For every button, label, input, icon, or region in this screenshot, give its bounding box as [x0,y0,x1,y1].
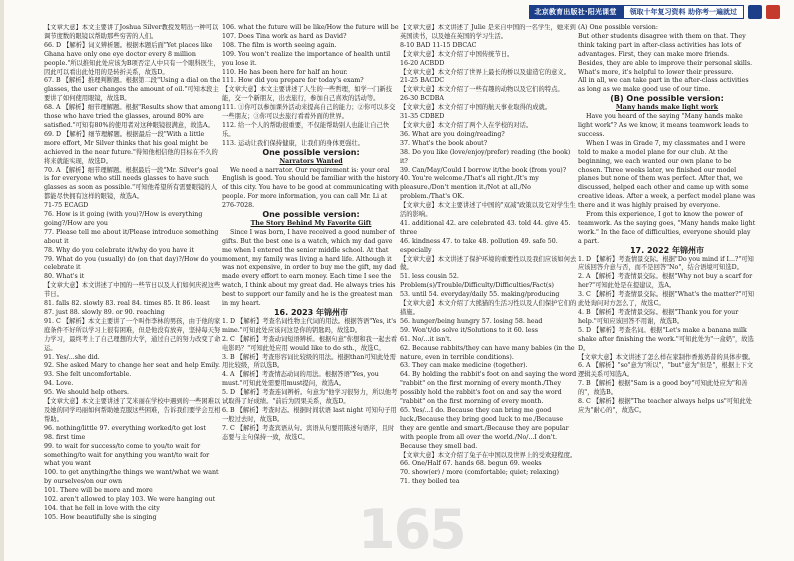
text-line: 8-10 BAD 11-15 DBCAC [400,41,477,49]
text-line: 【文章大意】本文主要讲述了中国的"双减"政策以及它对学生生活的影响。 [400,202,576,219]
text-line: 【文章大意】本文介绍了中国传统节日。 [400,50,514,58]
essay-title: Narrators Wanted [279,157,343,165]
text-line: 2. A 【解析】考查情景交际。根据"Why not buy a scarf for her?"可知此处是在提建议，选A。 [578,273,753,290]
text-line: 51. less cousin 52. Problem(s)/Trouble/Difficulty/Difficulties/Fact(s) [400,273,555,290]
essay-body [222,229,400,309]
text-line: 100. to get anything/the things we want/what we want by ourselves/on our own [44,469,219,486]
text-line: 4. B 【解析】考查情景交际。根据"Thank you for your help."可知应该回答不用谢，故选B。 [578,309,739,325]
section-heading: (B) One possible version: [610,94,724,104]
text-line: 80. What's it [44,273,85,281]
column-3-paragraphs [400,24,578,487]
text-line: 79. What do you (usually) do (on that day)?/How do you celebrate it [44,255,222,272]
text-line: 76. How is it going (with you)?/How is everything going?/How are you [44,211,203,227]
essay-title: The Story Behind My Favorite Gift [250,219,372,227]
text-line: 1. D 【解析】考查情景交际。根据"Do you mind if I...?"可知应该回答介意与否，而不是回答"No"，结合语境可知选D。 [578,255,754,272]
text-line: 16-20 ACBDD [400,59,445,67]
text-line: 111. How did you prepare for today's exam? [222,77,364,85]
text-line: 53. until 54. everyday/daily 55. making/producing [400,291,560,299]
page-edge [0,0,4,561]
answer-list [222,318,400,443]
text-line: 2. C 【解析】考查动词短语辨析。根据句意"你想和我一起去看电影吗？"可知此处应用 would like to do sth.，故选C。 [222,335,398,352]
text-line: 67. B 【解析】推理判断题。根据第二段"Using a dial on the glasses, the user changes the amount of oil."可知本段主要讲了如何使用眼镜，故选B。 [44,77,221,103]
text-line: 【文章大意】本文讲述了怎么样在家制作香蕉奶昔的具体步骤。 [578,353,755,361]
text-line: 98. first time [44,433,86,441]
text-line: 99. to wait for success/to come to you/to wait for something/to wait for anything you want/to wait for what you want [44,442,210,468]
text-line: 81. falls 82. slowly 83. real 84. times 85. It 86. least [44,300,210,308]
text-line: 7. C 【解析】考查宾语从句。宾语从句要用陈述句语序，且时态要与主句保持一致，故选C。 [222,424,395,441]
text-line: 66. D 【解析】词义辨析题。根据本题后面"Yet places like Ghana have only one eye doctor every 8 million people."所以推知此处应该为B项否定人中只有一个眼科医生，因此可以看出此处用的是转折关系，故选D。 [44,41,220,76]
section-heading: One possible version: [262,147,360,157]
text-line: 【文章大意】本文主要讲述了人生的一些哲理，如学一门新技能，交一个新朋友，出去旅行，参加自己喜欢的活动等。 [222,86,393,103]
text-line: 【文章大意】本文主要讲述了艾米丽在学校中遇到的一些困难以及她的同学玛丽如何帮助她克服这些困难，告诉我们要学会互相帮助。 [44,398,221,423]
text-line: 3. B 【解析】考查形容词比较级的用法。根据than可知此处需用比较级，所以选B。 [222,353,396,370]
text-line: 109. You won't realize the importance of health until you lose it. [222,50,391,67]
column-2 [222,24,400,544]
text-line: All in all, we can take part in the after-class activities as long as we make good use of our time. [578,77,749,94]
text-line: 70. A 【解析】细节理解题。根据最后一段"Mr. Silver's goal is for everyone who still needs glasses to have such glasses as soon as possible."可知他希望所有需要眼镜的人都能尽快拥有这样的眼镜，故选A。 [44,166,219,201]
text-line: 【文章大意】本文介绍了两个人在学校的对话。 [400,121,533,129]
text-line: From this experience, I got to know the power of teamwork. As the saying goes, "Many hands make light work." In the face of difficulties, everyone should play a part. [578,211,756,245]
text-line: When I was in Grade 7, my classmates and I were told to make a model plane for our club. At the beginning, we each wanted our own plane to be chosen. Three weeks later, we finished our model planes but none of them was perfect. After that, we discussed, helped each other and came up with some creative ideas. After a week, a perfect model plane was there and it was highly praised by everyone. [578,139,756,210]
text-line: 105. How beautifully she is singing [44,513,157,521]
text-line: 62. Because rabbits/they can have many babies (in the nature, even in terrible conditions). [400,344,575,361]
text-line: 71. they boiled tea [400,478,460,486]
text-line: Have you heard of the saying "Many hands make light work"? As we know, it means teamwork leads to success. [578,113,749,138]
text-line: But other students disagree with them on that. They think taking part in after-class activities has lots of advantages. First, they can make more friends. Besides, they are able to improve their personal skills. What's more, it's helpful to lower their pressure. [578,32,753,76]
text-line: 93. She felt uncomfortable. [44,371,132,379]
column-2-paragraphs [222,24,400,149]
text-line: 【文章大意】本文介绍了大熊猫的生活习性以及人们保护它们的措施。 [400,300,577,316]
text-line: 【文章大意】本文主要讲了Joshua Silver教授发明出一种可以调节度数的眼镜以帮助那些穷苦的人们。 [44,24,219,40]
text-line: 【文章大意】本文介绍了世界上最长的桥以及建造它的意义。 [400,68,571,76]
text-line: 37. What's the book about? [400,139,488,147]
text-line: 77. Please tell me about it/Please introduce something about it [44,228,219,245]
text-line: 91. C 【解析】本文主要讲了一个叫作李林的男孩，由于他的家庭条件不好所以学习上很有困难，但是他没有放弃，坚持每天努力学习，最终考上了自己理想的大学，通过自己的努力改变了命运。 [44,317,221,352]
text-line: 4. A 【解析】考查情态动词的用法。根据答语"Yes, you must."可知此处需要用must提问，故选A。 [222,371,379,388]
text-line: 【文章大意】本文介绍了兔子在中国以及世界上的受欢迎程度。 [400,451,577,459]
text-line: 41. additional 42. are celebrated 43. told 44. give 45. three [400,219,571,236]
column-4 [578,24,756,544]
text-line: 71-75 ECAGD [44,202,89,210]
text-line: 92. She asked Mary to change her seat and help Emily. [44,362,220,370]
text-line: 8. C 【解析】根据"The teacher always helps us"可知此处应为"耐心的"，故选C。 [578,398,752,414]
text-line: 【文章大意】本文讲述了中国的一些节日以及人们如何庆祝这些节日。 [44,282,221,299]
text-line: 102. aren't allowed to play 103. We were hanging out [44,496,216,504]
text-line: 96. nothing/little 97. everything worked/to get lost [44,424,206,432]
text-line: 26-30 BCDBA [400,95,444,103]
column-1-paragraphs [44,24,222,523]
text-line: 66. One/Half 67. hands 68. begun 69. weeks [400,460,542,468]
section-heading: One possible version: [262,210,360,220]
text-line: 104. that he fell in love with the city [44,504,160,512]
text-line: 68. A 【解析】细节理解题。根据"Results show that among those who have tried the glasses, around 80% are satisfied."可知有80%的使用者对这种眼镜很满意，故选A。 [44,104,222,129]
text-line: 【文章大意】本文讲述了 Julie 是来自中国的一名学生，她来到英国读书，以及她在英国的学习生活。 [400,24,576,40]
text-line: 36. What are you doing/reading? [400,130,505,138]
text-line: 【文章大意】本文介绍了一些有趣的动物以及它们的特点。 [400,86,564,94]
text-line: 56. hunger/being hungry 57. losing 58. head [400,317,543,325]
essay-body [578,113,756,247]
text-line: 78. Why do you celebrate it/why do you have it [44,246,194,254]
text-line: 21-25 BACDC [400,77,445,85]
text-line: 64. By holding the rabbit's foot on and saying the word "rabbit" on the first morning of every month./They possibly hold the rabbit's foot on and say the word "rabbit" on the first morning of every month. [400,371,577,406]
text-line: 87. just 88. slowly 89. or 90. reaching [44,309,165,316]
text-line: 3. C 【解析】考查情景交际。根据"What's the matter?"可知此处询问对方怎么了，故选C。 [578,291,755,308]
text-line: 5. D 【解析】考查名词。根据"Let's make a banana milk shake after finishing the work."可知此处为"一盒奶"，故选D。 [578,326,754,352]
text-line: 106. what the future will be like/How the future will be [222,24,399,31]
text-line: 1. D 【解析】考查名词性物主代词的用法。根据答语"Yes, it's mine."可知此处应该问这是你的钥匙吗，故选D。 [222,317,397,334]
text-line: 40. You're welcome./That's all right./It's my pleasure./Don't mention it./Not at all./No problem./That's OK. [400,175,539,201]
text-line: 7. B 【解析】根据"Sam is a good boy"可知此处应为"和善的"，故选B。 [578,380,748,397]
text-line: 【文章大意】本文讲述了保护环境的重要性以及我们应该如何去做。 [400,255,577,272]
column-4-paragraphs [578,24,756,95]
text-line: 69. D 【解析】细节理解题。根据最后一段"With a little more effort, Mr Silver thinks that his goal might be achieved in the near future."得知他相信他的目标在不久的将来就能实现，故选D。 [44,130,218,165]
header-slogan: 领取十年复习资料 助你考一遍就过 [623,5,744,19]
text-line: 110. He has been here for half an hour. [222,68,348,76]
column-3 [400,24,578,544]
text-line: 70. show(er) / more (comfortable; quiet; relaxing) [400,469,559,477]
text-line: 61. No/...it isn't. [400,335,452,343]
text-line: Since I was born, I have received a good number of gifts. But the best one is a watch, which my dad gave me when I entered the senior middle school. At that moment, my family was living a hard life. Although it was not expensive, in order to buy me the gift, my dad made every effort to earn money. Each time I see the watch, I think about my great dad. He always tries his best to support our family and he is the greatest man in my heart. [222,228,397,308]
essay-title: Many hands make light work [615,104,719,112]
text-line: 111. ①你可以参加课外活动来提高自己的能力；②你可以多交一些朋友；③你可以去旅行看看外面的世界。 [222,104,396,121]
essay-body [222,167,400,212]
page-number: 165 [358,498,465,561]
answer-list [578,256,756,416]
text-line: 6. B 【解析】考查时态。根据时间状语 last night 可知句子用一般过去时，故选B。 [222,406,397,423]
text-line: 【文章大意】本文介绍了中国的航天事业取得的成就。 [400,104,552,112]
text-line: 108. The film is worth seeing again. [222,41,337,49]
text-line: 59. Won't/do solve it/Solutions to it 60. less [400,326,538,334]
column-1 [44,24,222,544]
text-line: 39. Can/May/Could I borrow it/the book (from you)? [400,166,567,174]
text-line: (A) One possible version: [578,24,658,31]
logo-icon [766,5,780,19]
text-line: 46. kindness 47. to take 48. pollution 49. safe 50. especially [400,237,558,254]
text-line: 6. A 【解析】"so"意为"所以"，"but"意为"但是"，根据上下文逻辑关系可知选A。 [578,362,754,379]
text-line: 91. Yes/...she did. [44,353,100,361]
text-line: 101. There will be more and more [44,487,153,495]
text-line: 95. We should help others. [44,389,130,397]
text-line: 63. They can make medicine (together). [400,362,528,370]
exam-heading: 17. 2022 年锦州市 [629,245,704,255]
text-line: We need a narrator. Our requirement is: your oral English is good. You should be familiar with the history of this city. You have to be good at communicating with people. For more information, you can call Mr. Li at 276-7028. [222,166,399,210]
exam-heading: 16. 2023 年锦州市 [273,308,348,317]
text-line: 112. 给一个人的帮助很重要，不仅能帮助别人也能让自己快乐。 [222,121,390,138]
text-line: 113. 运动让我们保持健康，让我们的身体更强壮。 [222,139,364,147]
text-line: 5. D 【解析】考查连词辨析。句意为"他学习很努力，所以他考试取得了好成绩。"前后为因果关系，故选D。 [222,389,398,406]
text-line: 65. Yes/...I do. Because they can bring me good luck./Because they bring good luck to me./Because they are gentle and smart./Because they are popular with people from all over the world./No/...I don't. Because they smell bad. [400,406,569,450]
page-header [529,4,781,20]
text-line: 94. Love. [44,380,74,388]
text-line: 107. Does Tina work as hard as David? [222,32,347,40]
publisher-brand: 北京教育出版社·阳光课堂 [529,5,623,19]
text-line: 31-35 CDBED [400,113,445,121]
answer-columns [44,24,756,544]
text-line: 38. Do you like (love/enjoy/prefer) reading (the book) it? [400,148,571,165]
qr-icon [748,5,762,19]
